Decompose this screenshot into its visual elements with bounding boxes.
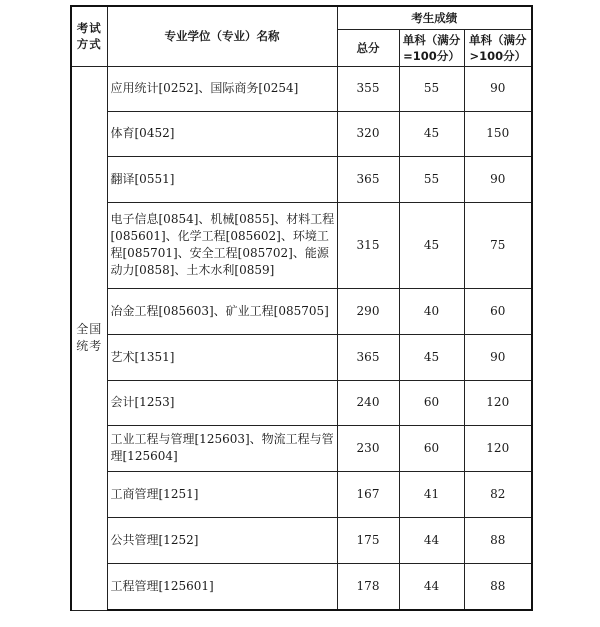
program-name-cell: 翻译[0551] [107,156,337,202]
table-row [71,111,532,156]
single-over-100-score-cell: 90 [464,66,532,111]
total-score-cell: 240 [337,380,399,425]
total-score-cell: 230 [337,425,399,471]
table-row [71,425,532,471]
single-100-score-cell: 45 [399,202,464,288]
single-over-100-score-cell: 150 [464,111,532,156]
single-100-score-cell: 60 [399,380,464,425]
single-over-100-score-cell: 120 [464,380,532,425]
header-method: 考试方式 [71,6,107,66]
program-name-cell: 体育[0452] [107,111,337,156]
table-row [71,202,532,288]
single-over-100-score-cell: 90 [464,156,532,202]
program-name-cell: 工业工程与管理[125603]、物流工程与管理[125604] [107,425,337,471]
single-100-score-cell: 40 [399,288,464,334]
program-name-cell: 艺术[1351] [107,334,337,380]
single-100-score-cell: 44 [399,563,464,610]
total-score-cell: 365 [337,156,399,202]
header-total: 总分 [337,29,399,66]
single-100-score-cell: 55 [399,66,464,111]
table-row [71,471,532,517]
total-score-cell: 320 [337,111,399,156]
program-name-cell: 工商管理[1251] [107,471,337,517]
total-score-cell: 175 [337,517,399,563]
program-name-cell: 冶金工程[085603]、矿业工程[085705] [107,288,337,334]
total-score-cell: 178 [337,563,399,610]
table-row [71,563,532,610]
table-row [71,517,532,563]
header-scores: 考生成绩 [337,6,532,29]
single-over-100-score-cell: 120 [464,425,532,471]
table-row [71,380,532,425]
program-name-cell: 会计[1253] [107,380,337,425]
single-over-100-score-cell: 60 [464,288,532,334]
single-over-100-score-cell: 75 [464,202,532,288]
single-100-score-cell: 45 [399,334,464,380]
single-100-score-cell: 55 [399,156,464,202]
single-100-score-cell: 44 [399,517,464,563]
header-single-100: 单科（满分=100分） [399,29,464,66]
total-score-cell: 355 [337,66,399,111]
total-score-cell: 315 [337,202,399,288]
program-name-cell: 电子信息[0854]、机械[0855]、材料工程[085601]、化学工程[085602]、环境工程[085701]、安全工程[085702]、能源动力[0858]、土木水利[0859] [107,202,337,288]
table-row [71,288,532,334]
table-row [71,66,532,111]
total-score-cell: 167 [337,471,399,517]
score-table [70,5,533,611]
total-score-cell: 365 [337,334,399,380]
single-100-score-cell: 45 [399,111,464,156]
header-name: 专业学位（专业）名称 [107,6,337,66]
exam-method-value: 全国统考 [76,322,103,353]
exam-method-cell [71,66,107,610]
program-name-cell: 工程管理[125601] [107,563,337,610]
single-over-100-score-cell: 82 [464,471,532,517]
single-over-100-score-cell: 90 [464,334,532,380]
program-name-cell: 公共管理[1252] [107,517,337,563]
table-row [71,156,532,202]
single-over-100-score-cell: 88 [464,517,532,563]
single-100-score-cell: 41 [399,471,464,517]
header-single-over-100: 单科（满分>100分） [464,29,532,66]
single-over-100-score-cell: 88 [464,563,532,610]
table-row [71,334,532,380]
program-name-cell: 应用统计[0252]、国际商务[0254] [107,66,337,111]
single-100-score-cell: 60 [399,425,464,471]
total-score-cell: 290 [337,288,399,334]
